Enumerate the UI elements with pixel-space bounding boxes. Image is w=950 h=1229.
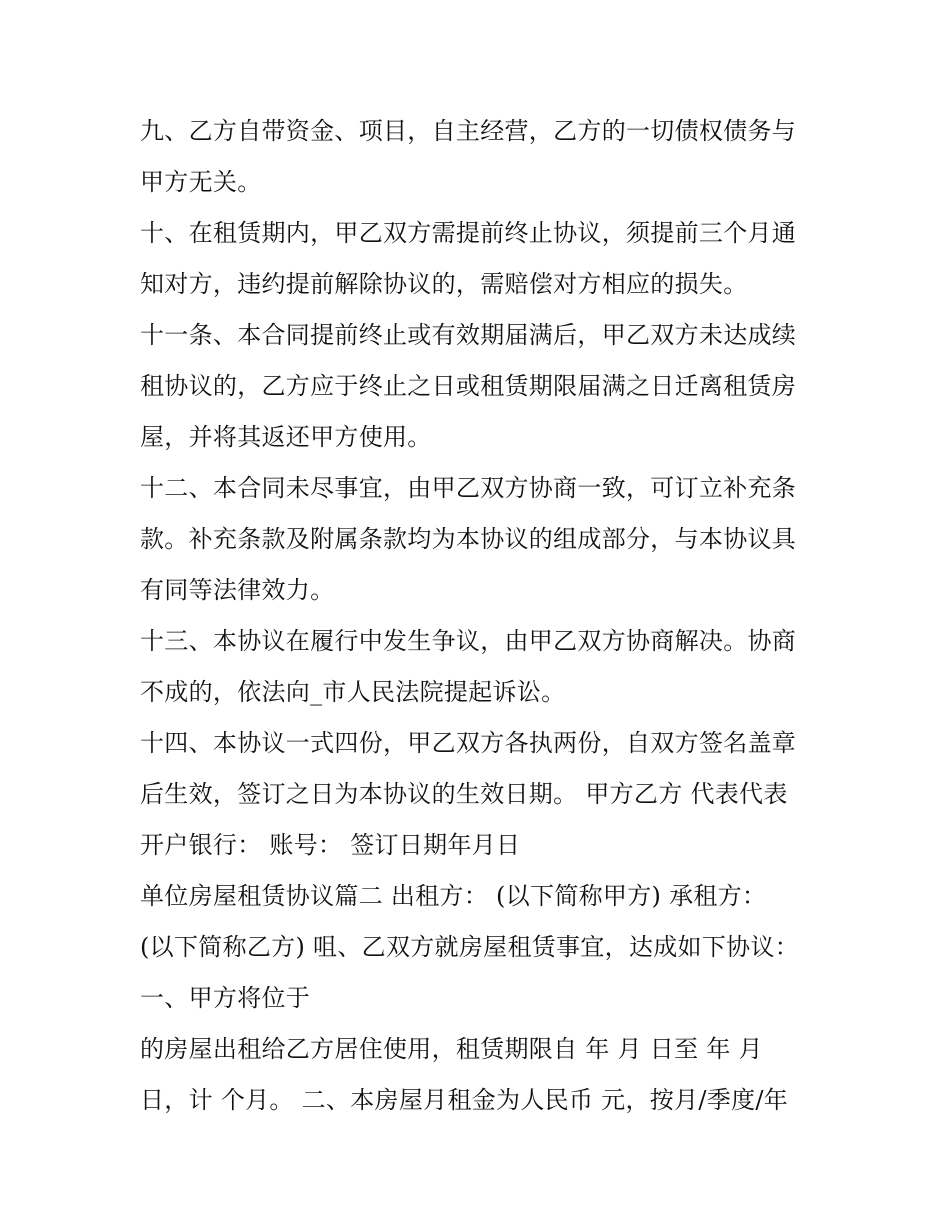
document-body — [140, 106, 820, 1126]
text-line: 款。补充条款及附属条款均为本协议的组成部分，与本协议具 — [140, 525, 797, 553]
text-line: 开户银行： 账号： 签订日期年月日 — [140, 831, 521, 859]
text-line: 甲方无关。 — [140, 168, 262, 196]
text-line: 日，计 个月。 二、本房屋月租金为人民币 元，按月/季度/年 — [140, 1086, 789, 1114]
text-line: 九、乙方自带资金、项目，自主经营，乙方的一切债权债务与 — [140, 117, 797, 145]
text-line: 知对方，违约提前解除协议的，需赔偿对方相应的损失。 — [140, 270, 748, 298]
text-line: 单位房屋租赁协议篇二 出租方： (以下简称甲方) 承租方： — [140, 882, 767, 910]
text-line: 屋，并将其返还甲方使用。 — [140, 423, 432, 451]
text-line: 十一条、本合同提前终止或有效期届满后，甲乙双方未达成续 — [140, 321, 797, 349]
text-line: 十四、本协议一式四份，甲乙双方各执两份，自双方签名盖章 — [140, 729, 797, 757]
text-line: 有同等法律效力。 — [140, 576, 335, 604]
text-line: 十三、本协议在履行中发生争议，由甲乙双方协商解决。协商 — [140, 627, 797, 655]
text-line: 一、甲方将位于 — [140, 984, 311, 1012]
text-line: 的房屋出租给乙方居住使用，租赁期限自 年 月 日至 年 月 — [140, 1035, 763, 1063]
text-line: 租协议的，乙方应于终止之日或租赁期限届满之日迁离租赁房 — [140, 372, 797, 400]
text-line: 不成的，依法向_市人民法院提起诉讼。 — [140, 678, 566, 706]
text-line: 十二、本合同未尽事宜，由甲乙双方协商一致，可订立补充条 — [140, 474, 797, 502]
text-line: 后生效，签订之日为本协议的生效日期。 甲方乙方 代表代表 — [140, 780, 788, 808]
text-line: 十、在租赁期内，甲乙双方需提前终止协议，须提前三个月通 — [140, 219, 797, 247]
text-line: (以下简称乙方) 咀、乙双方就房屋租赁事宜，达成如下协议： — [140, 933, 800, 961]
